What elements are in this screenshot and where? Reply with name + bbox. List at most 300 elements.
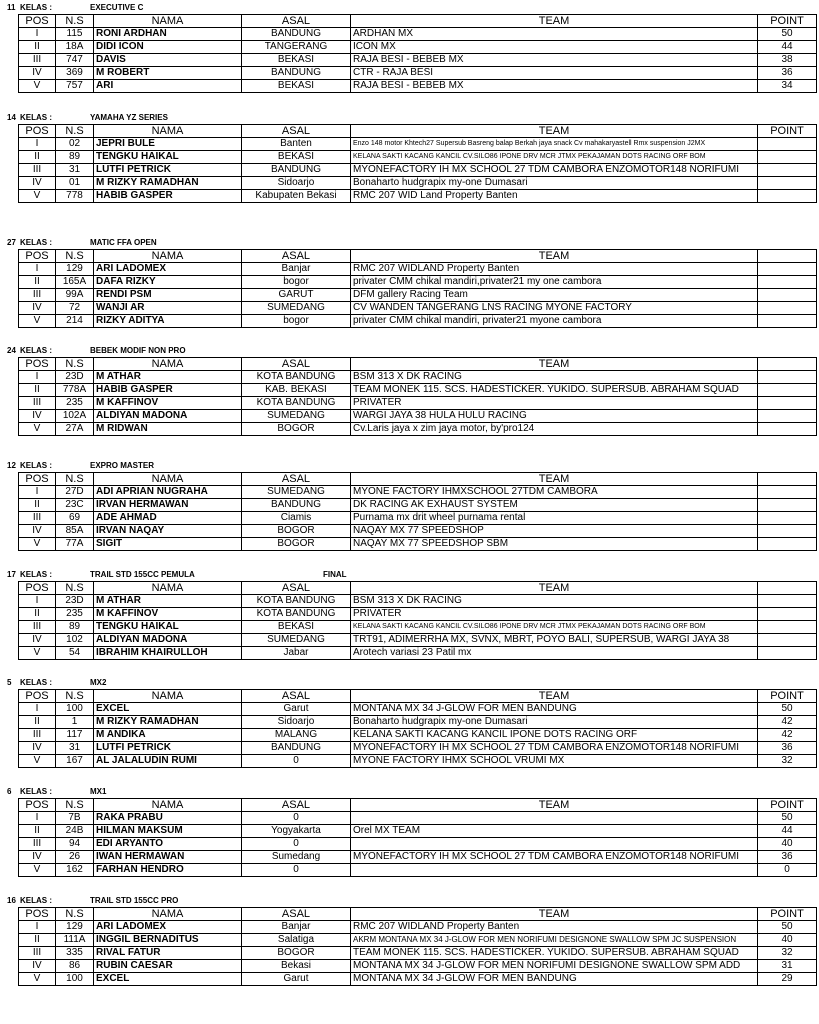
table-header-row	[19, 473, 817, 486]
table-row	[19, 41, 817, 54]
cell-asal: BEKASI	[242, 621, 351, 634]
cell-nama: DIDI ICON	[94, 41, 242, 54]
cell-asal: Garut	[242, 973, 351, 986]
cell-pos: III	[19, 397, 56, 410]
cell-nama: M RIZKY RAMADHAN	[94, 177, 242, 190]
results-table	[18, 581, 817, 660]
table-row	[19, 67, 817, 80]
cell-team: Bonaharto hudgrapix my-one Dumasari	[351, 177, 758, 190]
cell-ns: 94	[56, 838, 94, 851]
cell-nama: HILMAN MAKSUM	[94, 825, 242, 838]
header-ns: N.S	[56, 15, 94, 28]
cell-pos: IV	[19, 634, 56, 647]
table-row	[19, 151, 817, 164]
cell-ns: 24B	[56, 825, 94, 838]
header-pos: POS	[19, 908, 56, 921]
cell-asal: 0	[242, 838, 351, 851]
results-table	[18, 14, 817, 93]
cell-pos: II	[19, 276, 56, 289]
cell-nama: IBRAHIM KHAIRULLOH	[94, 647, 242, 660]
cell-team: PRIVATER	[351, 608, 758, 621]
kelas-number: 6	[7, 787, 12, 796]
header-pos: POS	[19, 690, 56, 703]
kelas-header	[0, 894, 819, 907]
table-row	[19, 499, 817, 512]
cell-asal: BANDUNG	[242, 28, 351, 41]
cell-point	[758, 647, 817, 660]
cell-nama: M ANDIKA	[94, 729, 242, 742]
cell-nama: RONI ARDHAN	[94, 28, 242, 41]
header-nama: NAMA	[94, 473, 242, 486]
cell-ns: 02	[56, 138, 94, 151]
cell-ns: 89	[56, 151, 94, 164]
table-row	[19, 302, 817, 315]
cell-asal: TANGERANG	[242, 41, 351, 54]
cell-point: 50	[758, 812, 817, 825]
cell-team: Orel MX TEAM	[351, 825, 758, 838]
cell-nama: SIGIT	[94, 538, 242, 551]
cell-nama: M ROBERT	[94, 67, 242, 80]
kelas-section	[0, 344, 819, 434]
cell-point	[758, 263, 817, 276]
table-row	[19, 423, 817, 436]
cell-asal: Yogyakarta	[242, 825, 351, 838]
kelas-label: KELAS :	[20, 113, 52, 122]
cell-nama: RENDI PSM	[94, 289, 242, 302]
kelas-section	[0, 236, 819, 326]
cell-ns: 7B	[56, 812, 94, 825]
cell-ns: 23D	[56, 371, 94, 384]
cell-nama: EXCEL	[94, 973, 242, 986]
kelas-header	[0, 785, 819, 798]
cell-pos: I	[19, 28, 56, 41]
cell-ns: 747	[56, 54, 94, 67]
cell-pos: I	[19, 371, 56, 384]
cell-nama: EDI ARYANTO	[94, 838, 242, 851]
table-header-row	[19, 15, 817, 28]
table-row	[19, 384, 817, 397]
cell-team	[351, 864, 758, 877]
cell-asal: SUMEDANG	[242, 634, 351, 647]
header-point: POINT	[758, 15, 817, 28]
cell-asal: SUMEDANG	[242, 486, 351, 499]
header-nama: NAMA	[94, 690, 242, 703]
kelas-section	[0, 1, 819, 91]
cell-pos: I	[19, 138, 56, 151]
cell-nama: FARHAN HENDRO	[94, 864, 242, 877]
cell-ns: 100	[56, 973, 94, 986]
cell-pos: III	[19, 947, 56, 960]
kelas-number: 17	[7, 570, 16, 579]
cell-point: 44	[758, 41, 817, 54]
kelas-label: KELAS :	[20, 461, 52, 470]
header-team: TEAM	[351, 125, 758, 138]
cell-nama: RUBIN CAESAR	[94, 960, 242, 973]
cell-point: 40	[758, 934, 817, 947]
header-point: POINT	[758, 908, 817, 921]
table-row	[19, 525, 817, 538]
cell-point	[758, 177, 817, 190]
cell-team: MONTANA MX 34 J-GLOW FOR MEN NORIFUMI DESIGNONE SWALLOW SPM ADD	[351, 960, 758, 973]
header-asal: ASAL	[242, 250, 351, 263]
kelas-label: KELAS :	[20, 678, 52, 687]
kelas-name: EXECUTIVE C	[90, 3, 144, 12]
cell-nama: WANJI AR	[94, 302, 242, 315]
cell-nama: TENGKU HAIKAL	[94, 151, 242, 164]
cell-pos: III	[19, 729, 56, 742]
cell-pos: V	[19, 80, 56, 93]
header-team: TEAM	[351, 908, 758, 921]
cell-ns: 31	[56, 164, 94, 177]
cell-point	[758, 190, 817, 203]
cell-nama: M KAFFINOV	[94, 608, 242, 621]
cell-ns: 162	[56, 864, 94, 877]
table-row	[19, 410, 817, 423]
cell-team: BSM 313 X DK RACING	[351, 371, 758, 384]
cell-point	[758, 538, 817, 551]
cell-team: ICON MX	[351, 41, 758, 54]
cell-pos: II	[19, 151, 56, 164]
table-row	[19, 177, 817, 190]
cell-ns: 235	[56, 608, 94, 621]
header-team: TEAM	[351, 358, 758, 371]
table-header-row	[19, 799, 817, 812]
cell-ns: 757	[56, 80, 94, 93]
cell-nama: LUTFI PETRICK	[94, 164, 242, 177]
results-table	[18, 798, 817, 877]
table-row	[19, 742, 817, 755]
cell-point	[758, 512, 817, 525]
kelas-number: 27	[7, 238, 16, 247]
cell-point	[758, 302, 817, 315]
cell-asal: BEKASI	[242, 151, 351, 164]
cell-pos: V	[19, 423, 56, 436]
cell-point: 31	[758, 960, 817, 973]
results-table	[18, 357, 817, 436]
cell-nama: DAFA RIZKY	[94, 276, 242, 289]
cell-point	[758, 315, 817, 328]
results-table	[18, 907, 817, 986]
table-header-row	[19, 358, 817, 371]
cell-nama: M KAFFINOV	[94, 397, 242, 410]
kelas-section	[0, 459, 819, 549]
cell-asal: bogor	[242, 276, 351, 289]
header-ns: N.S	[56, 250, 94, 263]
cell-team: KELANA SAKTI KACANG KANCIL IPONE DOTS RACING ORF	[351, 729, 758, 742]
cell-team: MONTANA MX 34 J-GLOW FOR MEN BANDUNG	[351, 973, 758, 986]
table-row	[19, 838, 817, 851]
cell-point	[758, 289, 817, 302]
cell-point	[758, 371, 817, 384]
results-table	[18, 689, 817, 768]
cell-pos: V	[19, 315, 56, 328]
cell-team: DK RACING AK EXHAUST SYSTEM	[351, 499, 758, 512]
kelas-number: 11	[7, 3, 16, 12]
kelas-name: EXPRO MASTER	[90, 461, 155, 470]
cell-point	[758, 384, 817, 397]
table-row	[19, 315, 817, 328]
header-pos: POS	[19, 15, 56, 28]
cell-nama: M ATHAR	[94, 371, 242, 384]
cell-asal: GARUT	[242, 289, 351, 302]
cell-ns: 235	[56, 397, 94, 410]
kelas-number: 14	[7, 113, 16, 122]
header-team: TEAM	[351, 250, 758, 263]
table-row	[19, 190, 817, 203]
cell-ns: 214	[56, 315, 94, 328]
kelas-label: KELAS :	[20, 346, 52, 355]
cell-pos: III	[19, 54, 56, 67]
table-header-row	[19, 908, 817, 921]
cell-pos: IV	[19, 177, 56, 190]
cell-asal: 0	[242, 864, 351, 877]
cell-team: Cv.Laris jaya x zim jaya motor, by'pro124	[351, 423, 758, 436]
cell-asal: SUMEDANG	[242, 410, 351, 423]
cell-nama: HABIB GASPER	[94, 384, 242, 397]
results-table	[18, 249, 817, 328]
cell-asal: Kabupaten Bekasi	[242, 190, 351, 203]
table-header-row	[19, 250, 817, 263]
header-pos: POS	[19, 799, 56, 812]
cell-nama: LUTFI PETRICK	[94, 742, 242, 755]
cell-asal: BANDUNG	[242, 164, 351, 177]
cell-ns: 129	[56, 263, 94, 276]
cell-pos: V	[19, 864, 56, 877]
cell-team: DFM gallery Racing Team	[351, 289, 758, 302]
cell-team: RMC 207 WIDLAND Property Banten	[351, 263, 758, 276]
table-row	[19, 647, 817, 660]
cell-team: MYONE FACTORY IHMX SCHOOL VRUMI MX	[351, 755, 758, 768]
header-point: POINT	[758, 799, 817, 812]
cell-nama: IRVAN NAQAY	[94, 525, 242, 538]
cell-ns: 369	[56, 67, 94, 80]
header-pos: POS	[19, 473, 56, 486]
table-row	[19, 973, 817, 986]
cell-pos: I	[19, 263, 56, 276]
cell-asal: BOGOR	[242, 525, 351, 538]
header-ns: N.S	[56, 799, 94, 812]
kelas-header	[0, 344, 819, 357]
header-nama: NAMA	[94, 15, 242, 28]
table-header-row	[19, 125, 817, 138]
kelas-name: MX1	[90, 787, 107, 796]
cell-pos: II	[19, 825, 56, 838]
cell-ns: 99A	[56, 289, 94, 302]
cell-point	[758, 525, 817, 538]
header-team: TEAM	[351, 473, 758, 486]
cell-pos: I	[19, 703, 56, 716]
header-nama: NAMA	[94, 358, 242, 371]
cell-point	[758, 410, 817, 423]
cell-pos: II	[19, 499, 56, 512]
kelas-name: MATIC FFA OPEN	[90, 238, 157, 247]
cell-pos: V	[19, 973, 56, 986]
kelas-label: KELAS :	[20, 896, 52, 905]
table-row	[19, 621, 817, 634]
header-asal: ASAL	[242, 473, 351, 486]
cell-pos: II	[19, 716, 56, 729]
cell-point: 38	[758, 54, 817, 67]
cell-ns: 27A	[56, 423, 94, 436]
header-asal: ASAL	[242, 582, 351, 595]
cell-asal: Banten	[242, 138, 351, 151]
cell-point	[758, 499, 817, 512]
header-point	[758, 358, 817, 371]
table-row	[19, 289, 817, 302]
cell-team: ARDHAN MX	[351, 28, 758, 41]
cell-pos: I	[19, 486, 56, 499]
kelas-header	[0, 676, 819, 689]
cell-asal: BANDUNG	[242, 67, 351, 80]
cell-asal: Sidoarjo	[242, 177, 351, 190]
table-row	[19, 138, 817, 151]
cell-point: 42	[758, 729, 817, 742]
header-team: TEAM	[351, 799, 758, 812]
cell-nama: HABIB GASPER	[94, 190, 242, 203]
cell-point: 0	[758, 864, 817, 877]
cell-asal: Garut	[242, 703, 351, 716]
cell-team: RAJA BESI - BEBEB MX	[351, 80, 758, 93]
table-row	[19, 595, 817, 608]
cell-team: Enzo 148 motor Khtech27 Supersub Basreng balap Berkah jaya snack Cv mahakaryastell Rmx suspension J2MX	[351, 138, 758, 151]
cell-team: privater CMM chikal mandiri, privater21 myone cambora	[351, 315, 758, 328]
cell-pos: IV	[19, 410, 56, 423]
kelas-name: TRAIL STD 155CC PEMULA	[90, 570, 195, 579]
cell-ns: 01	[56, 177, 94, 190]
cell-point: 50	[758, 703, 817, 716]
table-row	[19, 512, 817, 525]
table-row	[19, 608, 817, 621]
cell-ns: 18A	[56, 41, 94, 54]
cell-asal: BANDUNG	[242, 499, 351, 512]
header-nama: NAMA	[94, 582, 242, 595]
header-team: TEAM	[351, 690, 758, 703]
table-row	[19, 729, 817, 742]
cell-team: WARGI JAYA 38 HULA HULU RACING	[351, 410, 758, 423]
table-row	[19, 397, 817, 410]
cell-ns: 26	[56, 851, 94, 864]
cell-point	[758, 164, 817, 177]
cell-point	[758, 634, 817, 647]
cell-team: MYONEFACTORY IH MX SCHOOL 27 TDM CAMBORA ENZOMOTOR148 NORIFUMI	[351, 164, 758, 177]
cell-nama: M RIZKY RAMADHAN	[94, 716, 242, 729]
table-header-row	[19, 582, 817, 595]
table-row	[19, 851, 817, 864]
cell-pos: IV	[19, 742, 56, 755]
cell-asal: bogor	[242, 315, 351, 328]
cell-pos: II	[19, 384, 56, 397]
table-row	[19, 825, 817, 838]
header-point	[758, 582, 817, 595]
cell-asal: SUMEDANG	[242, 302, 351, 315]
table-row	[19, 755, 817, 768]
cell-team: NAQAY MX 77 SPEEDSHOP SBM	[351, 538, 758, 551]
cell-team	[351, 812, 758, 825]
cell-nama: RIVAL FATUR	[94, 947, 242, 960]
header-asal: ASAL	[242, 799, 351, 812]
cell-point	[758, 621, 817, 634]
table-row	[19, 934, 817, 947]
cell-ns: 778A	[56, 384, 94, 397]
cell-asal: BOGOR	[242, 947, 351, 960]
cell-nama: ALDIYAN MADONA	[94, 410, 242, 423]
table-row	[19, 960, 817, 973]
kelas-header	[0, 568, 819, 581]
cell-asal: Jabar	[242, 647, 351, 660]
kelas-name: BEBEK MODIF NON PRO	[90, 346, 186, 355]
cell-asal: Banjar	[242, 263, 351, 276]
cell-ns: 165A	[56, 276, 94, 289]
results-table	[18, 472, 817, 551]
cell-point: 34	[758, 80, 817, 93]
kelas-name: YAMAHA YZ SERIES	[90, 113, 168, 122]
cell-asal: KAB. BEKASI	[242, 384, 351, 397]
cell-nama: IRVAN HERMAWAN	[94, 499, 242, 512]
cell-point: 32	[758, 947, 817, 960]
cell-point	[758, 608, 817, 621]
header-ns: N.S	[56, 690, 94, 703]
cell-pos: I	[19, 595, 56, 608]
header-point	[758, 473, 817, 486]
cell-ns: 72	[56, 302, 94, 315]
cell-ns: 77A	[56, 538, 94, 551]
kelas-section	[0, 111, 819, 201]
cell-ns: 117	[56, 729, 94, 742]
cell-ns: 100	[56, 703, 94, 716]
cell-point	[758, 397, 817, 410]
cell-ns: 778	[56, 190, 94, 203]
cell-asal: Sumedang	[242, 851, 351, 864]
final-label: FINAL	[323, 570, 347, 579]
cell-team: TEAM MONEK 115. SCS. HADESTICKER. YUKIDO. SUPERSUB. ABRAHAM SQUAD	[351, 947, 758, 960]
cell-asal: BEKASI	[242, 80, 351, 93]
cell-team: AKRM MONTANA MX 34 J-GLOW FOR MEN NORIFUMI DESIGNONE SWALLOW SPM JC SUSPENSION	[351, 934, 758, 947]
cell-team: Bonaharto hudgrapix my-one Dumasari	[351, 716, 758, 729]
cell-team: MYONEFACTORY IH MX SCHOOL 27 TDM CAMBORA ENZOMOTOR148 NORIFUMI	[351, 742, 758, 755]
kelas-header	[0, 459, 819, 472]
kelas-section	[0, 894, 819, 984]
cell-point	[758, 423, 817, 436]
cell-asal: 0	[242, 755, 351, 768]
cell-pos: IV	[19, 851, 56, 864]
header-asal: ASAL	[242, 908, 351, 921]
cell-team: CV WANDEN TANGERANG LNS RACING MYONE FACTORY	[351, 302, 758, 315]
kelas-header	[0, 111, 819, 124]
cell-asal: BOGOR	[242, 538, 351, 551]
table-row	[19, 80, 817, 93]
cell-team: RMC 207 WIDLAND Property Banten	[351, 921, 758, 934]
cell-pos: III	[19, 289, 56, 302]
cell-team: Arotech variasi 23 Patil mx	[351, 647, 758, 660]
header-nama: NAMA	[94, 799, 242, 812]
cell-team: KELANA SAKTI KACANG KANCIL CV.SILO86 IPONE DRV MCR JTMX PEKAJAMAN DOTS RACING ORF BOM	[351, 621, 758, 634]
cell-team: MONTANA MX 34 J-GLOW FOR MEN BANDUNG	[351, 703, 758, 716]
cell-team: TEAM MONEK 115. SCS. HADESTICKER. YUKIDO. SUPERSUB. ABRAHAM SQUAD	[351, 384, 758, 397]
cell-nama: ARI LADOMEX	[94, 921, 242, 934]
cell-point: 40	[758, 838, 817, 851]
table-row	[19, 864, 817, 877]
cell-nama: M RIDWAN	[94, 423, 242, 436]
cell-nama: ALDIYAN MADONA	[94, 634, 242, 647]
table-row	[19, 54, 817, 67]
cell-ns: 85A	[56, 525, 94, 538]
cell-ns: 129	[56, 921, 94, 934]
cell-asal: MALANG	[242, 729, 351, 742]
header-nama: NAMA	[94, 908, 242, 921]
header-team: TEAM	[351, 582, 758, 595]
cell-ns: 27D	[56, 486, 94, 499]
cell-ns: 1	[56, 716, 94, 729]
